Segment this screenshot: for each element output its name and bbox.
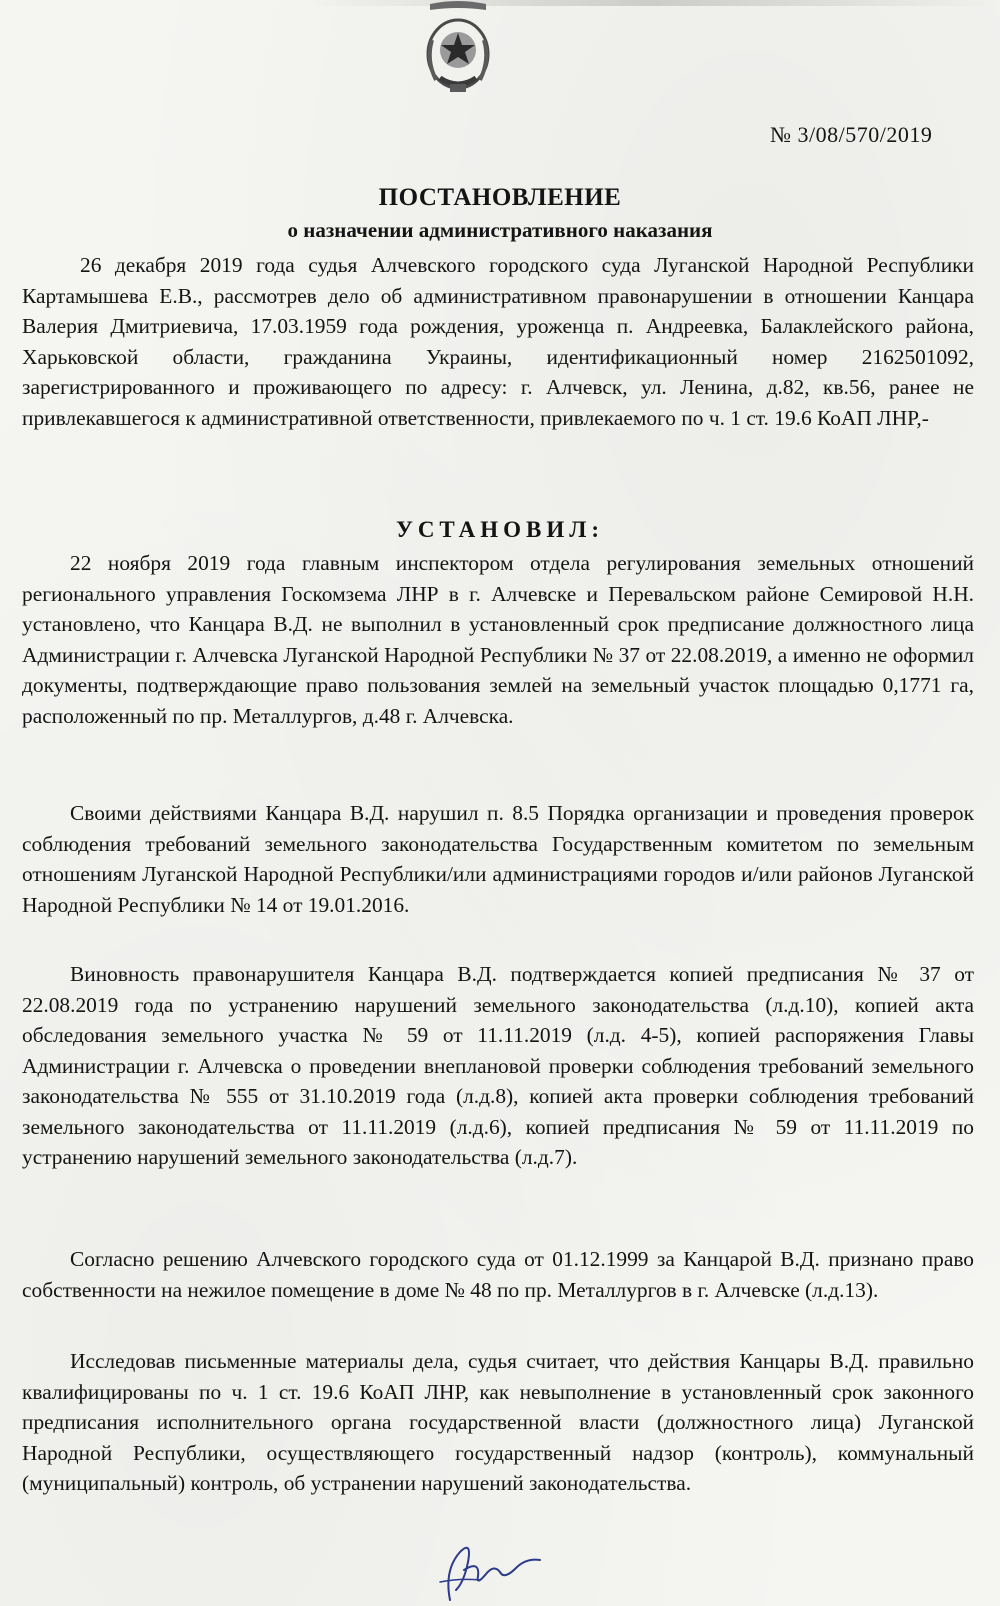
- paragraph-conclusion: Исследовав письменные материалы дела, судья считает, что действия Канцары В.Д. правильно квалифицированы по ч. 1 ст. 19.6 КоАП ЛНР, как невыполнение в установленный срок законного предписания исполнительного органа государственной власти (должностного лица) Луганской Народной Республики, осуществляющего государственный надзор (контроль), коммунальный (муниципальный) контроль, об устранении нарушений законодательства.: [22, 1349, 974, 1495]
- handwritten-signature: [420, 1530, 550, 1606]
- section-heading-ustanovil: УСТАНОВИЛ:: [395, 517, 605, 542]
- document-title: ПОСТАНОВЛЕНИЕ: [378, 184, 622, 211]
- scan-edge-shadow: [300, 0, 1000, 6]
- document-number: № 3/08/570/2019: [770, 122, 933, 147]
- paragraph-violation: Своими действиями Канцара В.Д. нарушил п. 8.5 Порядка организации и проведения проверок соблюдения требований земельного законодательства Государственным комитетом по земельным отношениям Луганской Народной Республики/или администрациями городов и/или районов Луганской Народной Республики № 14 от 19.01.2016.: [22, 801, 974, 917]
- paragraph-intro: 26 декабря 2019 года судья Алчевского городского суда Луганской Народной Республики Картамышева Е.В., рассмотрев дело об административном правонарушении в отношении Канцара Валерия Дмитриевича, 17.03.1959 года рождения, уроженца п. Андреевка, Балаклейского района, Харьковской области, гражданина Украины, идентификационный номер 2162501092, зарегистрированного и проживающего по адресу: г. Алчевск, ул. Ленина, д.82, кв.56, ранее не привлекавшегося к административной ответственности, привлекаемого по ч. 1 ст. 19.6 КоАП ЛНР,-: [22, 253, 974, 430]
- state-emblem-icon: [420, 0, 496, 100]
- paragraph-facts: 22 ноября 2019 года главным инспектором отдела регулирования земельных отношений регионального управления Госкомзема ЛНР в г. Алчевске и Перевальском районе Семировой Н.Н. установлено, что Канцара В.Д. не выполнил в установленный срок предписание должностного лица Администрации г. Алчевска Луганской Народной Республики № 37 от 22.08.2019, а именно не оформил документы, подтверждающие право пользования землей на земельный участок площадью 0,1771 га, расположенный по пр. Металлургов, д.48 г. Алчевска.: [22, 551, 974, 728]
- paragraph-guilt-evidence: Виновность правонарушителя Канцара В.Д. подтверждается копией предписания № 37 от 22.08.2019 года по устранению нарушений земельного законодательства (л.д.10), копией акта обследования земельного участка № 59 от 11.11.2019 (л.д. 4-5), копией распоряжения Главы Администрации г. Алчевска о проведении внеплановой проверки соблюдения требований земельного законодательства № 555 от 31.10.2019 года (л.д.8), копией акта проверки соблюдения требований земельного законодательства от 11.11.2019 (л.д.6), копией предписания № 59 от 11.11.2019 по устранению нарушений земельного законодательства (л.д.7).: [22, 962, 974, 1169]
- document-subtitle: о назначении административного наказания: [287, 218, 713, 242]
- paragraph-ownership: Согласно решению Алчевского городского суда от 01.12.1999 за Канцарой В.Д. признано право собственности на нежилое помещение в доме № 48 по пр. Металлургов в г. Алчевске (л.д.13).: [22, 1247, 974, 1302]
